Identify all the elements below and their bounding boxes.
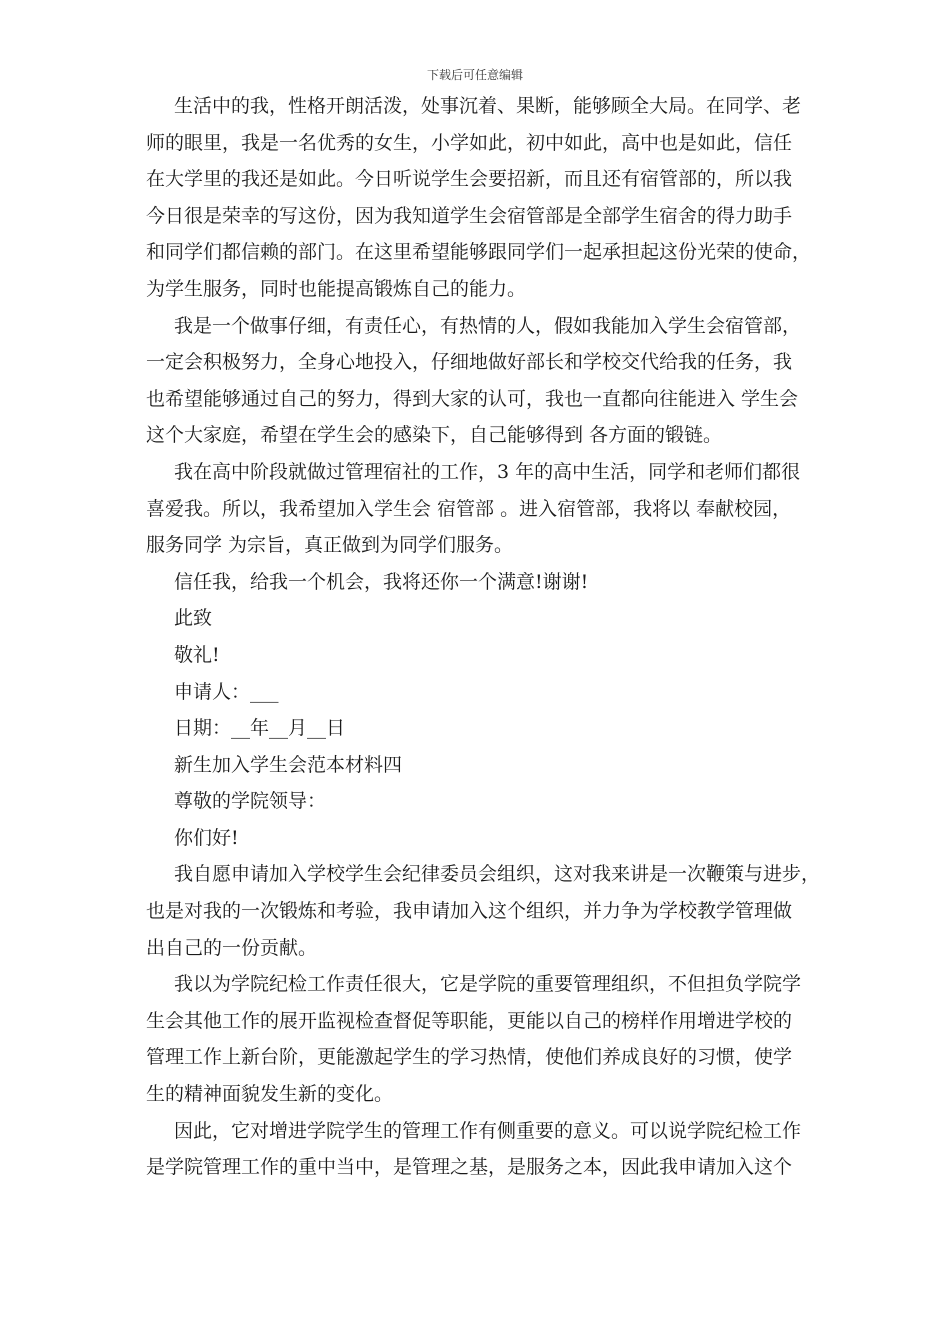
- text-line: 此致: [174, 607, 213, 630]
- text-line: 生的精神面貌发生新的变化。: [146, 1083, 394, 1106]
- text-line: 服务同学 为宗旨，真正做到为同学们服务。: [146, 534, 514, 557]
- text-line: 申请人：___: [174, 680, 279, 703]
- text-line: 你们好!: [174, 826, 239, 849]
- text-line: 我以为学院纪检工作责任很大，它是学院的重要管理组织，不但担负学院学: [174, 973, 802, 996]
- text-line: 信任我，给我一个机会，我将还你一个满意!谢谢!: [174, 570, 589, 593]
- text-line: 这个大家庭，希望在学生会的感染下，自己能够得到 各方面的锻链。: [146, 424, 723, 447]
- text-line: 生活中的我，性格开朗活泼，处事沉着、果断，能够顾全大局。在同学、老: [174, 95, 802, 117]
- text-line: 敬礼!: [174, 643, 220, 666]
- text-line: 为学生服务，同时也能提高锻炼自己的能力。: [146, 277, 527, 300]
- text-line: 日期：__年__月__日: [174, 717, 346, 740]
- document-body: [146, 88, 821, 1186]
- text-line: 是学院管理工作的重中当中，是管理之基，是服务之本，因此我申请加入这个: [146, 1156, 793, 1179]
- text-line: 喜爱我。所以，我希望加入学生会 宿管部 。进入宿管部，我将以 奉献校园，: [146, 497, 792, 520]
- text-line: 我是一个做事仔细，有责任心，有热情的人，假如我能加入学生会宿管部，: [174, 314, 802, 337]
- text-line: 和同学们都信赖的部门。在这里希望能够跟同学们一起承担起这份光荣的使命，: [146, 241, 812, 264]
- text-line: 今日很是荣幸的写这份，因为我知道学生会宿管部是全部学生宿舍的得力助手: [146, 204, 793, 227]
- page-header-note: 下载后可任意编辑: [426, 68, 523, 82]
- text-line: 我自愿申请加入学校学生会纪律委员会组织，这对我来讲是一次鞭策与进步，: [174, 863, 821, 886]
- text-line: 尊敬的学院领导：: [174, 790, 327, 813]
- text-line: 也希望能够通过自己的努力，得到大家的认可，我也一直都向往能进入 学生会: [146, 387, 799, 410]
- text-line: 管理工作上新台阶，更能激起学生的学习热情，使他们养成良好的习惯，使学: [146, 1046, 793, 1069]
- text-line: 生会其他工作的展开监视检查督促等职能，更能以自己的榜样作用增进学校的: [146, 1009, 793, 1032]
- section-title: 新生加入学生会范本材料四: [174, 753, 403, 776]
- text-line: 一定会积极努力，全身心地投入，仔细地做好部长和学校交代给我的任务，我: [146, 351, 793, 374]
- text-line: 出自己的一份贡献。: [146, 936, 318, 959]
- text-line: 因此，它对增进学院学生的管理工作有侧重要的意义。可以说学院纪检工作: [174, 1119, 802, 1142]
- text-line: 师的眼里，我是一名优秀的女生，小学如此，初中如此，高中也是如此，信任: [146, 131, 793, 154]
- text-line: 在大学里的我还是如此。今日听说学生会要招新，而且还有宿管部的，所以我: [146, 168, 793, 191]
- text-line: 也是对我的一次锻炼和考验，我申请加入这个组织，并力争为学校教学管理做: [146, 900, 793, 923]
- text-line: 我在高中阶段就做过管理宿社的工作，3 年的高中生活，同学和老师们都很: [174, 460, 801, 483]
